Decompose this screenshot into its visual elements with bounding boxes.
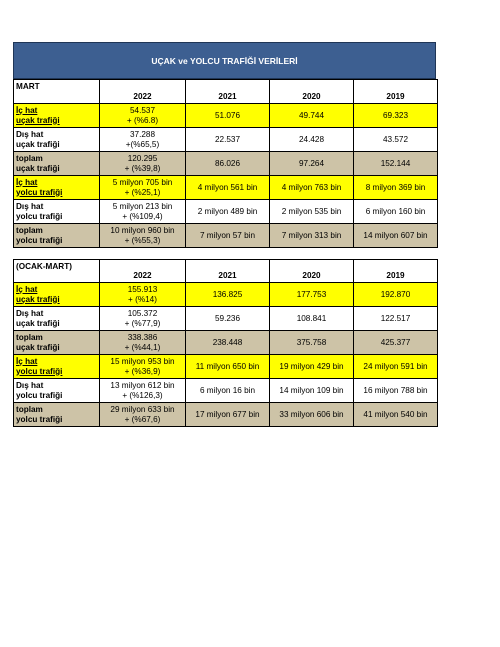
value-2021: 86.026	[186, 152, 270, 176]
table-row	[14, 307, 438, 331]
table-row	[14, 403, 438, 427]
row-label: İç hat uçak trafiği	[14, 104, 100, 128]
value-2019: 41 milyon 540 bin	[354, 403, 438, 427]
value-2021: 4 milyon 561 bin	[186, 176, 270, 200]
section-label: MART	[14, 80, 100, 104]
value-2022: 37.288 +(%65,5)	[100, 128, 186, 152]
table-row	[14, 104, 438, 128]
year-header: 2021	[186, 80, 270, 104]
table-row	[14, 152, 438, 176]
value-2022: 5 milyon 213 bin + (%109,4)	[100, 200, 186, 224]
table-row	[14, 355, 438, 379]
row-label: İç hat uçak trafiği	[14, 283, 100, 307]
table-row	[14, 200, 438, 224]
value-2020: 24.428	[270, 128, 354, 152]
table-row	[14, 128, 438, 152]
value-2019: 152.144	[354, 152, 438, 176]
year-header: 2019	[354, 80, 438, 104]
table-header-row	[14, 260, 438, 283]
value-2019: 425.377	[354, 331, 438, 355]
table-header-row	[14, 80, 438, 104]
year-header: 2022	[100, 80, 186, 104]
row-label: toplam uçak trafiği	[14, 331, 100, 355]
value-2020: 19 milyon 429 bin	[270, 355, 354, 379]
value-2022: 155.913 + (%14)	[100, 283, 186, 307]
row-label: İç hat yolcu trafiği	[14, 176, 100, 200]
ocak-mart-table	[13, 259, 438, 427]
value-2021: 59.236	[186, 307, 270, 331]
value-2020: 177.753	[270, 283, 354, 307]
value-2021: 2 milyon 489 bin	[186, 200, 270, 224]
section-label: (OCAK-MART)	[14, 260, 100, 283]
value-2020: 7 milyon 313 bin	[270, 224, 354, 248]
value-2020: 14 milyon 109 bin	[270, 379, 354, 403]
value-2020: 2 milyon 535 bin	[270, 200, 354, 224]
value-2022: 120.295 + (%39,8)	[100, 152, 186, 176]
year-header: 2021	[186, 260, 270, 283]
value-2022: 15 milyon 953 bin + (%36,9)	[100, 355, 186, 379]
year-header: 2020	[270, 260, 354, 283]
value-2019: 24 milyon 591 bin	[354, 355, 438, 379]
value-2019: 14 milyon 607 bin	[354, 224, 438, 248]
table-row	[14, 331, 438, 355]
value-2019: 6 milyon 160 bin	[354, 200, 438, 224]
value-2019: 122.517	[354, 307, 438, 331]
value-2021: 6 milyon 16 bin	[186, 379, 270, 403]
value-2019: 8 milyon 369 bin	[354, 176, 438, 200]
value-2021: 51.076	[186, 104, 270, 128]
value-2019: 16 milyon 788 bin	[354, 379, 438, 403]
value-2021: 136.825	[186, 283, 270, 307]
value-2019: 43.572	[354, 128, 438, 152]
year-header: 2022	[100, 260, 186, 283]
value-2022: 54.537 + (%6.8)	[100, 104, 186, 128]
value-2020: 375.758	[270, 331, 354, 355]
report-title: UÇAK ve YOLCU TRAFİĞİ VERİLERİ	[13, 42, 436, 79]
row-label: Dış hat uçak trafiği	[14, 307, 100, 331]
year-header: 2019	[354, 260, 438, 283]
table-row	[14, 283, 438, 307]
table-row	[14, 379, 438, 403]
row-label: Dış hat yolcu trafiği	[14, 379, 100, 403]
value-2020: 97.264	[270, 152, 354, 176]
value-2020: 33 milyon 606 bin	[270, 403, 354, 427]
mart-table	[13, 79, 438, 248]
row-label: Dış hat yolcu trafiği	[14, 200, 100, 224]
row-label: Dış hat uçak trafiği	[14, 128, 100, 152]
value-2020: 108.841	[270, 307, 354, 331]
row-label: toplam yolcu trafiği	[14, 403, 100, 427]
value-2019: 192.870	[354, 283, 438, 307]
value-2021: 7 milyon 57 bin	[186, 224, 270, 248]
value-2019: 69.323	[354, 104, 438, 128]
value-2021: 22.537	[186, 128, 270, 152]
row-label: toplam uçak trafiği	[14, 152, 100, 176]
row-label: İç hat yolcu trafiği	[14, 355, 100, 379]
row-label: toplam yolcu trafiği	[14, 224, 100, 248]
value-2022: 338.386 + (%44,1)	[100, 331, 186, 355]
value-2022: 105.372 + (%77,9)	[100, 307, 186, 331]
value-2022: 13 milyon 612 bin + (%126,3)	[100, 379, 186, 403]
value-2021: 238.448	[186, 331, 270, 355]
table-row	[14, 176, 438, 200]
value-2022: 29 milyon 633 bin + (%67,6)	[100, 403, 186, 427]
value-2020: 49.744	[270, 104, 354, 128]
year-header: 2020	[270, 80, 354, 104]
value-2021: 17 milyon 677 bin	[186, 403, 270, 427]
value-2022: 5 milyon 705 bin + (%25,1)	[100, 176, 186, 200]
value-2021: 11 milyon 650 bin	[186, 355, 270, 379]
table-row	[14, 224, 438, 248]
value-2020: 4 milyon 763 bin	[270, 176, 354, 200]
value-2022: 10 milyon 960 bin + (%55,3)	[100, 224, 186, 248]
